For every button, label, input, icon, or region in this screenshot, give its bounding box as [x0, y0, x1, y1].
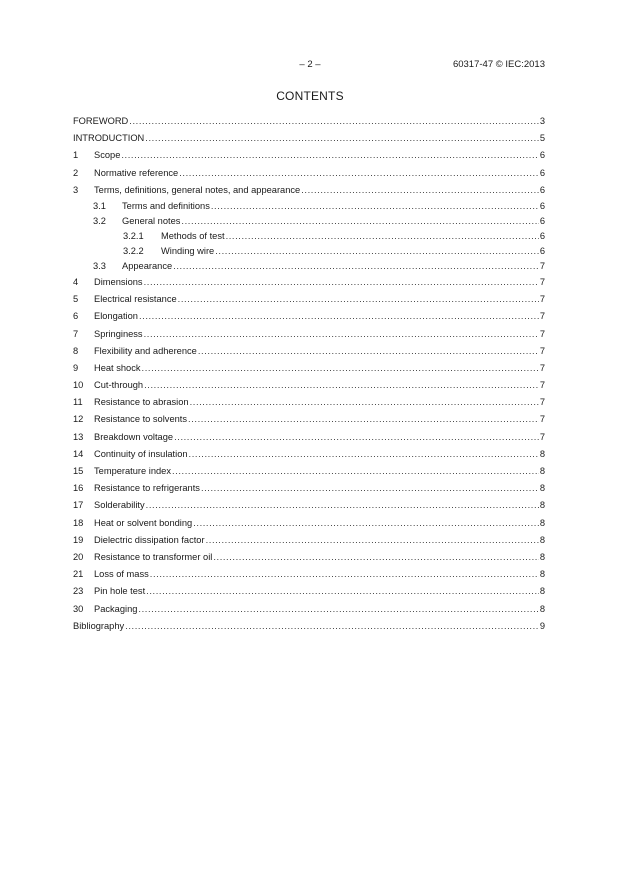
toc-dot-leader [181, 214, 538, 229]
toc-dot-leader [301, 182, 539, 199]
toc-entry-number: 17 [73, 500, 84, 511]
toc-entry-page: 6 [539, 150, 545, 161]
toc-entry-page: 8 [539, 586, 545, 597]
toc-dot-leader [226, 229, 539, 244]
toc-entry[interactable] [73, 411, 545, 428]
toc-entry-title: Continuity of insulation [94, 448, 188, 459]
toc-entry-title: Resistance to refrigerants [94, 483, 200, 494]
toc-entry-number: 3.1 [93, 200, 106, 211]
toc-entry[interactable] [73, 480, 545, 497]
page-number: – 2 – [299, 59, 321, 70]
toc-entry-title: Terms, definitions, general notes, and appearance [94, 184, 301, 195]
toc-entry-page: 7 [539, 276, 545, 287]
toc-dot-leader [188, 411, 539, 428]
toc-entry[interactable] [73, 308, 545, 325]
toc-entry-title: Bibliography [73, 620, 125, 631]
toc-entry-page: 7 [539, 294, 545, 305]
toc-dot-leader [178, 291, 539, 308]
toc-entry-title: Appearance [122, 260, 173, 271]
document-reference: 60317-47 © IEC:2013 [452, 59, 545, 70]
toc-entry-title: FOREWORD [73, 116, 129, 126]
toc-entry-title: Electrical resistance [94, 294, 177, 305]
toc-entry[interactable] [73, 326, 545, 343]
toc-entry-title: Heat shock [94, 362, 141, 373]
toc-entry-page: 8 [539, 500, 545, 511]
toc-entry-title: Terms and definitions [122, 200, 210, 211]
toc-dot-leader [146, 583, 539, 600]
toc-entry-page: 7 [539, 362, 545, 373]
toc-entry-title: General notes [122, 215, 181, 226]
toc-entry-number: 3 [73, 184, 79, 195]
toc-entry-page: 7 [539, 397, 545, 408]
toc-entry-title: INTRODUCTION [73, 133, 145, 144]
toc-dot-leader [144, 326, 539, 343]
toc-entry-title: Dielectric dissipation factor [94, 534, 205, 545]
toc-entry-page: 7 [539, 380, 545, 391]
toc-entry[interactable] [73, 618, 545, 635]
table-of-contents [73, 113, 545, 635]
toc-entry[interactable] [73, 274, 545, 291]
toc-entry-page: 8 [539, 569, 545, 580]
toc-entry-number: 23 [73, 586, 84, 597]
toc-dot-leader [211, 199, 539, 214]
toc-entry-title: Resistance to abrasion [94, 397, 189, 408]
toc-entry-page: 8 [539, 466, 545, 476]
contents-title: CONTENTS [276, 89, 344, 103]
toc-entry-page: 7 [539, 414, 545, 425]
toc-dot-leader [150, 566, 539, 583]
toc-entry-title: Heat or solvent bonding [94, 517, 193, 528]
toc-entry-number: 7 [73, 328, 79, 339]
toc-entry-title: Methods of test [161, 230, 225, 241]
toc-entry-number: 3.3 [93, 260, 106, 271]
toc-entry-number: 9 [73, 362, 79, 373]
toc-entry-title: Springiness [94, 328, 143, 339]
toc-entry-page: 8 [539, 603, 545, 614]
toc-entry[interactable] [73, 429, 545, 446]
toc-dot-leader [139, 308, 539, 325]
toc-dot-leader [193, 515, 539, 532]
toc-entry-page: 8 [539, 534, 545, 545]
toc-entry-number: 18 [73, 517, 84, 528]
toc-dot-leader [215, 244, 539, 259]
toc-dot-leader [190, 394, 539, 411]
toc-entry-title: Dimensions [94, 276, 143, 287]
toc-entry[interactable] [73, 360, 545, 377]
toc-entry-page: 8 [539, 483, 545, 494]
toc-dot-leader [144, 274, 539, 291]
toc-entry-page: 6 [539, 200, 545, 211]
toc-entry-number: 12 [73, 414, 84, 425]
toc-entry[interactable] [73, 394, 545, 411]
toc-entry[interactable] [73, 229, 545, 244]
toc-entry[interactable] [73, 446, 545, 463]
toc-entry-title: Pin hole test [94, 586, 146, 597]
toc-entry[interactable] [73, 566, 545, 583]
toc-entry-number: 21 [73, 569, 84, 580]
toc-entry-title: Temperature index [94, 466, 171, 476]
toc-dot-leader [142, 360, 539, 377]
toc-entry[interactable] [73, 199, 545, 214]
toc-entry-number: 8 [73, 345, 79, 356]
toc-entry-number: 11 [73, 397, 83, 408]
toc-entry-page: 3 [539, 116, 545, 126]
toc-entry[interactable] [73, 343, 545, 360]
toc-entry-number: 4 [73, 276, 79, 287]
toc-entry[interactable] [73, 113, 545, 130]
toc-entry[interactable] [73, 130, 545, 147]
toc-dot-leader [179, 165, 539, 182]
toc-dot-leader [189, 446, 539, 463]
toc-dot-leader [174, 429, 539, 446]
toc-entry-page: 7 [539, 345, 545, 356]
toc-dot-leader [144, 377, 539, 394]
toc-entry-number: 20 [73, 551, 84, 562]
toc-entry-title: Loss of mass [94, 569, 149, 580]
toc-dot-leader [145, 130, 539, 147]
toc-entry[interactable] [73, 214, 545, 229]
toc-entry-page: 7 [539, 431, 545, 442]
toc-entry[interactable] [73, 182, 545, 199]
toc-entry-page: 8 [539, 551, 545, 562]
toc-entry[interactable] [73, 165, 545, 182]
toc-entry-number: 1 [73, 150, 79, 161]
toc-entry-title: Resistance to solvents [94, 414, 188, 425]
page-header [0, 59, 620, 73]
toc-entry-title: Solderability [94, 500, 145, 511]
toc-entry-page: 6 [539, 167, 545, 178]
toc-entry-number: 5 [73, 294, 79, 305]
toc-entry-number: 30 [73, 603, 84, 614]
toc-entry-page: 6 [539, 215, 545, 226]
toc-entry-title: Resistance to transformer oil [94, 551, 213, 562]
toc-entry-title: Breakdown voltage [94, 431, 174, 442]
toc-entry-title: Winding wire [161, 245, 215, 256]
toc-entry-number: 10 [73, 380, 84, 391]
toc-entry-page: 7 [539, 311, 545, 322]
toc-entry[interactable] [73, 291, 545, 308]
toc-entry-number: 3.2 [93, 215, 106, 226]
toc-entry[interactable] [73, 583, 545, 600]
toc-dot-leader [206, 532, 539, 549]
toc-entry-number: 19 [73, 534, 84, 545]
toc-entry-number: 3.2.1 [123, 230, 144, 241]
toc-entry-page: 7 [539, 260, 545, 271]
toc-entry-number: 16 [73, 483, 84, 494]
toc-entry-page: 6 [539, 245, 545, 256]
toc-entry-page: 8 [539, 517, 545, 528]
toc-entry-title: Scope [94, 150, 121, 161]
toc-entry[interactable] [73, 244, 545, 259]
toc-entry-title: Packaging [94, 603, 138, 614]
toc-dot-leader [213, 549, 539, 566]
toc-entry-page: 9 [539, 620, 545, 631]
toc-entry[interactable] [73, 497, 545, 514]
toc-entry[interactable] [73, 377, 545, 394]
toc-entry-number: 6 [73, 311, 79, 322]
toc-entry[interactable] [73, 463, 545, 480]
toc-entry[interactable] [73, 147, 545, 164]
toc-entry[interactable] [73, 601, 545, 618]
toc-dot-leader [201, 480, 539, 497]
toc-entry-title: Elongation [94, 311, 138, 322]
toc-entry-number: 13 [73, 431, 84, 442]
toc-dot-leader [198, 343, 539, 360]
toc-entry-number: 3.2.2 [123, 245, 144, 256]
toc-entry[interactable] [73, 259, 545, 274]
toc-entry-number: 14 [73, 448, 84, 459]
toc-dot-leader [129, 113, 539, 130]
toc-entry-title: Normative reference [94, 167, 179, 178]
toc-entry[interactable] [73, 515, 545, 532]
toc-dot-leader [146, 497, 539, 514]
toc-entry[interactable] [73, 549, 545, 566]
toc-dot-leader [172, 463, 539, 480]
toc-entry-title: Flexibility and adherence [94, 345, 197, 356]
toc-entry-page: 7 [539, 328, 545, 339]
toc-dot-leader [173, 259, 539, 274]
toc-entry-page: 5 [539, 133, 545, 144]
toc-entry-number: 2 [73, 167, 79, 178]
toc-entry-number: 15 [73, 466, 84, 476]
toc-dot-leader [121, 147, 538, 164]
toc-entry-page: 8 [539, 448, 545, 459]
toc-dot-leader [125, 618, 539, 635]
toc-dot-leader [138, 601, 538, 618]
toc-entry-title: Cut-through [94, 380, 144, 391]
toc-entry-page: 6 [539, 184, 545, 195]
toc-entry-page: 6 [539, 230, 545, 241]
toc-entry[interactable] [73, 532, 545, 549]
